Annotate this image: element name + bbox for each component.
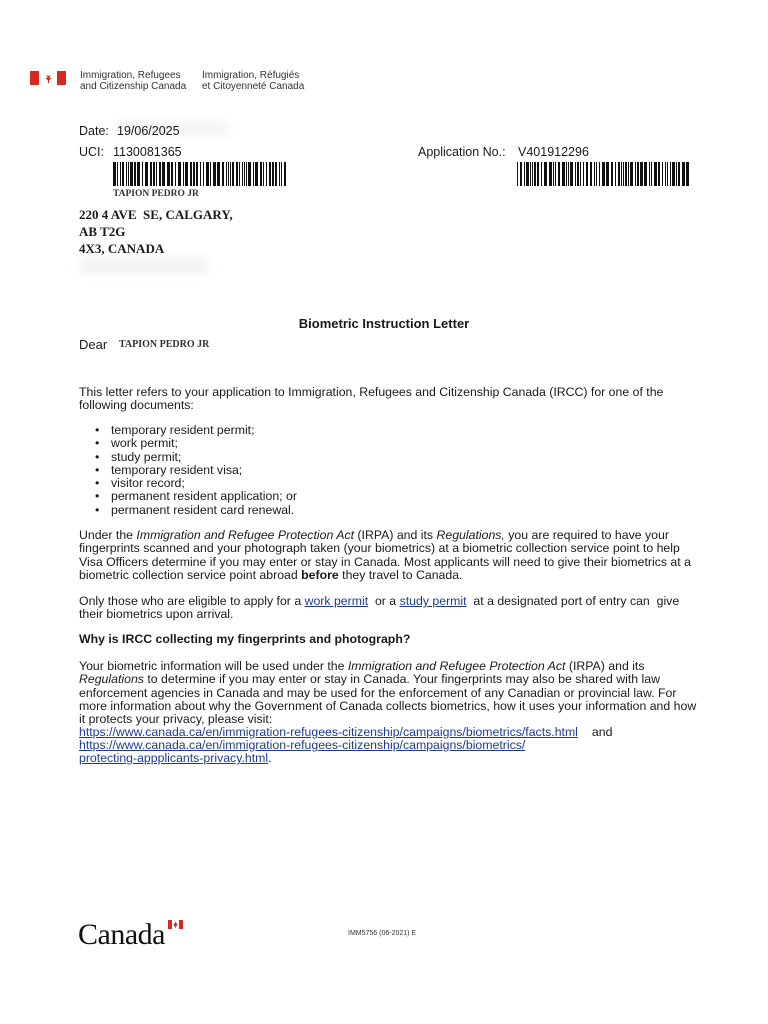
act-name: Immigration and Refugee Protection Act	[136, 528, 355, 542]
letter-title: Biometric Instruction Letter	[298, 316, 470, 331]
barcode-bar	[134, 162, 136, 186]
document-list	[79, 424, 703, 517]
barcode-bar	[269, 162, 271, 186]
port-of-entry-paragraph	[79, 595, 703, 622]
barcode-bar	[239, 162, 240, 186]
barcode-bar	[230, 162, 231, 186]
barcode-bar	[275, 162, 277, 186]
barcode-bar	[555, 162, 556, 186]
url-line-3	[79, 752, 703, 765]
barcode-bar	[590, 162, 592, 186]
barcode-bar	[171, 162, 173, 186]
canada-wordmark	[78, 918, 165, 952]
barcode-bar	[520, 162, 522, 186]
barcode-bar	[654, 162, 657, 186]
barcode-bar	[532, 162, 533, 186]
barcode-bar	[206, 162, 209, 186]
act-name: Immigration and Refugee Protection Act	[347, 659, 566, 673]
privacy-link-part1[interactable]: https://www.canada.ca/en/immigration-refugees-citizenship/campaigns/biometrics/	[79, 738, 526, 752]
wordmark-flag-icon	[168, 920, 183, 929]
barcode-bar	[625, 162, 627, 186]
barcode-bar	[255, 162, 258, 186]
section-heading: Why is IRCC collecting my fingerprints and photograph?	[79, 632, 411, 646]
dept-en-line1: Immigration, Refugees	[80, 70, 181, 81]
barcode-bar	[517, 162, 518, 186]
barcode-bar	[246, 162, 247, 186]
and-text: and	[591, 725, 613, 739]
date-value: 19/06/2025	[117, 124, 180, 138]
barcode-bar	[150, 162, 152, 186]
requirement-paragraph	[79, 529, 703, 582]
barcode-bar	[142, 162, 143, 186]
text-run: (IRPA) and its	[565, 659, 645, 673]
barcode-bar	[263, 162, 264, 186]
barcode-bar	[213, 162, 216, 186]
date-label: Date:	[79, 124, 109, 138]
list-item: • visitor record;	[79, 477, 703, 490]
uci-value: 1130081365	[113, 145, 182, 159]
work-permit-link[interactable]: work permit	[304, 594, 369, 608]
barcode-bar	[244, 162, 245, 186]
biometrics-facts-link[interactable]: https://www.canada.ca/en/immigration-refugees-citizenship/campaigns/biometrics/facts.html	[79, 725, 578, 739]
application-number-value: V401912296	[518, 145, 589, 159]
barcode-bar	[175, 162, 176, 186]
barcode-bar	[217, 162, 220, 186]
barcode-bar	[537, 162, 539, 186]
barcode-bar	[621, 162, 622, 186]
text-run: Your biometric information will be used under the	[79, 659, 348, 673]
text-run: you are required to have your fingerprints scanned and your photograph taken (your biometrics) at a biometric collection service point to help Visa Officers determine if you may enter or stay in Canada. Most applicants will need to give their biometrics at a biometric collection service point abroad	[79, 528, 691, 582]
barcode-bar	[549, 162, 552, 186]
barcode-bar	[228, 162, 229, 186]
barcode-bar	[190, 162, 192, 186]
recipient-name: TAPION PEDRO JR	[119, 339, 210, 350]
barcode-bar	[678, 162, 680, 186]
barcode-bar	[232, 162, 234, 186]
application-number-label: Application No.:	[418, 145, 506, 159]
barcode-bar	[672, 162, 675, 186]
barcode-bar	[544, 162, 547, 186]
barcode-bar	[575, 162, 576, 186]
barcode-bar	[266, 162, 267, 186]
list-item: • permanent resident application; or	[79, 490, 703, 503]
regulations: Regulations,	[436, 528, 505, 542]
barcode-bar	[534, 162, 536, 186]
barcode-bar	[651, 162, 652, 186]
barcode-bar	[611, 162, 613, 186]
application-barcode	[517, 162, 690, 186]
text-run: Only those who are eligible to apply for a	[79, 594, 305, 608]
barcode-bar	[640, 162, 643, 186]
barcode-bar	[558, 162, 560, 186]
department-name-french	[202, 70, 304, 92]
barcode-bar	[568, 162, 569, 186]
barcode-bar	[599, 162, 600, 186]
barcode-bar	[284, 162, 286, 186]
barcode-bar	[178, 162, 181, 186]
barcode-bar	[628, 162, 629, 186]
barcode-bar	[676, 162, 677, 186]
barcode-bar	[526, 162, 529, 186]
barcode-bar	[122, 162, 124, 186]
barcode-bar	[253, 162, 254, 186]
barcode-bar	[200, 162, 201, 186]
form-number: IMM5756 (06-2021) E	[348, 930, 417, 937]
barcode-bar	[120, 162, 121, 186]
text-run: at a designated port of entry can give their biometrics upon arrival.	[79, 594, 683, 622]
barcode-bar	[145, 162, 148, 186]
barcode-bar	[272, 162, 274, 186]
barcode-bar	[222, 162, 224, 186]
barcode-bar	[185, 162, 188, 186]
barcode-bar	[635, 162, 636, 186]
barcode-bar	[566, 162, 567, 186]
list-item: • temporary resident visa;	[79, 464, 703, 477]
address-line1: 220 4 AVE SE, CALGARY,	[79, 207, 233, 222]
address-line3: 4X3, CANADA	[79, 241, 165, 256]
barcode-bar	[248, 162, 251, 186]
barcode-bar	[630, 162, 633, 186]
barcode-bar	[618, 162, 620, 186]
barcode-bar	[541, 162, 542, 186]
barcode-bar	[126, 162, 127, 186]
period: .	[268, 751, 272, 765]
barcode-bar	[606, 162, 609, 186]
barcode-bar	[665, 162, 666, 186]
privacy-link-part2[interactable]: protecting-appplicants-privacy.html	[79, 751, 269, 765]
text-run: to determine if you may enter or stay in Canada. Your fingerprints may also be shared with law enforcement agencies in Canada and may be used for the enforcement of any Canadian or provincial law. For more information about why the Government of Canada collects biometrics, how it uses your information and how it protects your privacy, please visit:	[79, 672, 697, 727]
text-run: they travel to Canada.	[338, 567, 463, 582]
barcode-bar	[226, 162, 227, 186]
barcode-bar	[583, 162, 584, 186]
dept-fr-line1: Immigration, Réfugiés	[202, 70, 300, 81]
barcode-name: TAPION PEDRO JR	[113, 189, 199, 199]
barcode-bar	[670, 162, 671, 186]
text-run: (IRPA) and its	[354, 528, 437, 542]
list-item: • permanent resident card renewal.	[79, 504, 703, 517]
barcode-bar	[236, 162, 238, 186]
barcode-bar	[524, 162, 525, 186]
barcode-bar	[570, 162, 573, 186]
barcode-bar	[203, 162, 204, 186]
barcode-bar	[193, 162, 195, 186]
barcode-bar	[553, 162, 554, 186]
barcode-bar	[577, 162, 579, 186]
barcode-bar	[113, 162, 116, 186]
barcode-bar	[159, 162, 161, 186]
study-permit-link[interactable]: study permit	[399, 594, 467, 608]
list-item: • study permit;	[79, 451, 703, 464]
uci-label: UCI:	[79, 145, 104, 159]
biometrics-use-paragraph	[79, 660, 703, 726]
dept-en-line2: and Citizenship Canada	[80, 81, 187, 92]
list-item: • temporary resident permit;	[79, 424, 703, 437]
barcode-bar	[637, 162, 639, 186]
barcode-bar	[644, 162, 647, 186]
salutation: Dear	[79, 337, 108, 352]
address-line2: AB T2G	[79, 224, 126, 239]
barcode-bar	[183, 162, 184, 186]
barcode-bar	[153, 162, 155, 186]
barcode-bar	[156, 162, 157, 186]
redaction-smudge	[80, 258, 208, 274]
dept-fr-line2: et Citoyenneté Canada	[202, 81, 305, 92]
mailing-address	[79, 206, 233, 257]
regulations: Regulations	[79, 672, 144, 687]
canada-flag-icon	[30, 71, 66, 85]
uci-barcode	[113, 162, 286, 186]
barcode-bar	[682, 162, 685, 186]
barcode-bar	[260, 162, 262, 186]
barcode-bar	[594, 162, 595, 186]
barcode-bar	[596, 162, 597, 186]
barcode-bar	[662, 162, 663, 186]
intro-paragraph: This letter refers to your application to Immigration, Refugees and Citizenship Canada (IRCC) for one of the following documents:	[79, 385, 664, 413]
emphasis-before: before	[301, 567, 339, 582]
department-name-english	[80, 70, 186, 92]
barcode-bar	[162, 162, 165, 186]
barcode-bar	[279, 162, 280, 186]
barcode-bar	[130, 162, 133, 186]
barcode-bar	[658, 162, 660, 186]
barcode-bar	[530, 162, 531, 186]
barcode-bar	[128, 162, 129, 186]
barcode-bar	[667, 162, 668, 186]
barcode-bar	[580, 162, 581, 186]
text-run: or a	[368, 594, 400, 608]
barcode-bar	[242, 162, 243, 186]
barcode-bar	[167, 162, 170, 186]
barcode-bar	[649, 162, 650, 186]
barcode-bar	[602, 162, 605, 186]
barcode-bar	[281, 162, 282, 186]
barcode-bar	[562, 162, 565, 186]
barcode-bar	[686, 162, 689, 186]
barcode-bar	[210, 162, 211, 186]
text-run: Under the	[79, 528, 137, 542]
wordmark-text: Canada	[78, 918, 165, 951]
barcode-bar	[196, 162, 198, 186]
barcode-bar	[586, 162, 588, 186]
barcode-bar	[137, 162, 140, 186]
list-item: • work permit;	[79, 437, 703, 450]
barcode-bar	[615, 162, 616, 186]
barcode-bar	[623, 162, 624, 186]
barcode-bar	[117, 162, 118, 186]
